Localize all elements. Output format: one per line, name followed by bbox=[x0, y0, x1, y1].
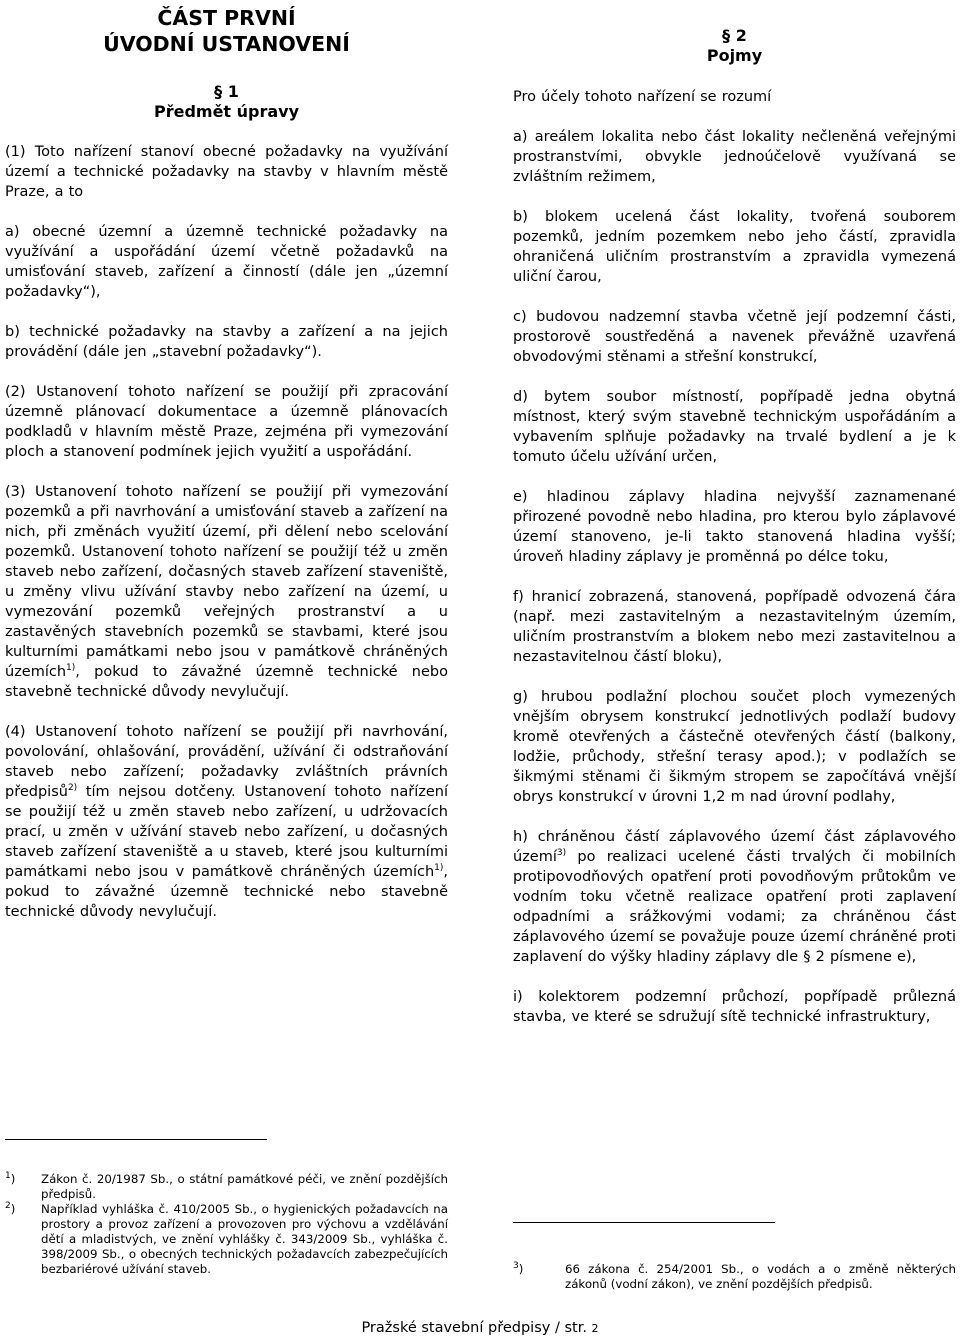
paragraph-2: (2) Ustanovení tohoto nařízení se použijí při zpracování územně plánovací dokumentace a územně plánovacích podkladů v hlavním městě Praze, zejména při vymezování ploch a stanovení podmínek jejich využití a uspořádání. bbox=[5, 384, 448, 460]
definition-i: i) kolektorem podzemní průchozí, popřípadě průlezná stavba, ve které se sdružují sítě technické infrastruktury, bbox=[513, 989, 956, 1025]
footnote-separator bbox=[513, 1222, 775, 1223]
definition-e: e) hladinou záplavy hladina nejvyšší zaznamenané přirozené povodně nebo hladina, pro kterou bylo záplavové území stanoveno, je-li takto stanovená hladina vyšší; úroveň hladiny záplavy je proměnná po délce toku, bbox=[513, 489, 956, 565]
left-column bbox=[5, 0, 448, 922]
page-number: 2 bbox=[591, 1322, 599, 1335]
item-b: b) technické požadavky na stavby a zařízení a na jejich provádění (dále jen „stavební požadavky“). bbox=[5, 324, 448, 360]
definition-f: f) hranicí zobrazená, stanovená, popřípadě odvozená čára (např. mezi zastavitelným a nezastavitelným územím, uličním prostranstvím a blokem nebo mezi zastavitelnou a nezastavitelnou částí bloku), bbox=[513, 589, 956, 665]
definition-d: d) bytem soubor místností, popřípadě jedna obytná místnost, který svým stavebně technickým uspořádáním a vybavením splňuje požadavky na trvalé bydlení a je k tomuto účelu užívání určen, bbox=[513, 389, 956, 465]
footnote-3: $^3$) 66 zákona č. 254/2001 Sb., o vodách a o změně některých zákonů (vodní zákon), ve znění pozdějších předpisů. bbox=[513, 1261, 956, 1291]
section-heading: Předmět úpravy bbox=[153, 102, 300, 121]
page-footer bbox=[0, 1318, 960, 1339]
footnote-2: $^2$) Například vyhláška č. 410/2005 Sb., o hygienických požadavcích na prostory a provoz zařízení a provozoven pro výchovu a vzdělávání dětí a mladistvých, ve znění vyhlášky č. 343/2009 Sb., vyhláška č. 398/2009 Sb., o obecných technických požadavcích zabezpečujících bezbariérové užívání staveb. bbox=[5, 1201, 448, 1276]
item-a: a) obecné územní a územně technické požadavky na využívání a uspořádání území včetně požadavků na umisťování staveb, zařízení a činností (dále jen „územní požadavky“), bbox=[5, 224, 448, 300]
paragraph-1: (1) Toto nařízení stanoví obecné požadavky na využívání území a technické požadavky na stavby v hlavním městě Praze, a to bbox=[5, 144, 448, 200]
footnote-1: $^1$) Zákon č. 20/1987 Sb., o státní památkové péči, ve znění pozdějších předpisů. bbox=[5, 1171, 448, 1201]
footnote-ref: 1) bbox=[434, 863, 444, 874]
definition-a: a) areálem lokalita nebo část lokality nečleněná veřejnými prostranstvími, obvykle jednoúčelově využívaná se zvláštním režimem, bbox=[513, 129, 956, 185]
definitions-intro: Pro účely tohoto nařízení se rozumí bbox=[513, 89, 772, 105]
paragraph-3: (3) Ustanovení tohoto nařízení se použijí při vymezování pozemků a při navrhování a umisťování staveb a zařízení na nich, při změnách využití území, při dělení nebo scelování pozemků. Ustanovení tohoto nařízení se použijí též u změn staveb nebo zařízení, dočasných staveb zařízení staveniště, u změny vlivu užívání stavby nebo zařízení na území, u vymezování pozemků veřejných prostranství a u zastavěných stavebních pozemků se stavbami, které jsou kulturními památkami nebo jsou v památkově chráněných územích$^{1)}$, pokud to závažné územně technické nebo stavebně technické důvody nevylučují. bbox=[5, 484, 448, 700]
section-number: § 1 bbox=[214, 82, 239, 101]
section-number: § 2 bbox=[722, 26, 747, 45]
definition-h: h) chráněnou částí záplavového území část záplavového území$^{3)}$ po realizaci ucelené části trvalých či mobilních protipovodňových opatření proti povodňovým průtokům ve vodním toku včetně realizace opatření proti zaplavení odpadními a srážkovými vodami; za chráněnou část záplavového území se považuje pouze území chráněné proti zaplavení do výšky hladiny záplavy dle § 2 písmene e), bbox=[513, 829, 956, 965]
footnote-ref: 2) bbox=[67, 783, 78, 794]
definition-c: c) budovou nadzemní stavba včetně její podzemní části, prostorově soustředěná a navenek převážně uzavřená obvodovými stěnami a střešní konstrukcí, bbox=[513, 309, 956, 365]
footnote-ref: 1) bbox=[66, 663, 76, 674]
footnote-ref: 3) bbox=[556, 848, 567, 859]
footer-text: Pražské stavební předpisy / str. bbox=[361, 1320, 587, 1336]
right-column bbox=[513, 0, 956, 1027]
paragraph-4: (4) Ustanovení tohoto nařízení se použijí při navrhování, povolování, ohlašování, provádění, užívání či odstraňování staveb nebo zařízení; požadavky zvláštních právních předpisů$^{2)}$ tím nejsou dotčeny. Ustanovení tohoto nařízení se použijí též u změn staveb nebo zařízení, u udržovacích prací, u změn v užívání staveb nebo zařízení, u dočasných staveb zařízení staveniště a u staveb, které jsou kulturními památkami nebo jsou v památkově chráněných územích$^{1)}$, pokud to závažné územně technické nebo stavebně technické důvody nevylučují. bbox=[5, 724, 448, 920]
part-subtitle: ÚVODNÍ USTANOVENÍ bbox=[103, 32, 350, 56]
definition-b: b) blokem ucelená část lokality, tvořená souborem pozemků, jedním pozemkem nebo jeho částí, zpravidla ohraničená uličním prostranstvím a zpravidla vymezená uliční čarou, bbox=[513, 209, 956, 285]
part-title: ČÁST PRVNÍ bbox=[157, 6, 296, 30]
section-heading: Pojmy bbox=[706, 46, 763, 65]
footnote-separator bbox=[5, 1139, 267, 1140]
definition-g: g) hrubou podlažní plochou součet ploch vymezených vnějším obrysem konstrukcí jednotlivých podlaží budovy kromě otevřených a částečně otevřených částí (balkony, lodžie, průchody, střešní terasy apod.); v podlažích se šikmými stěnami či šikmým stropem se započítává vnější obrys konstrukcí v úrovni 1,2 m nad úrovní podlahy, bbox=[513, 689, 956, 805]
